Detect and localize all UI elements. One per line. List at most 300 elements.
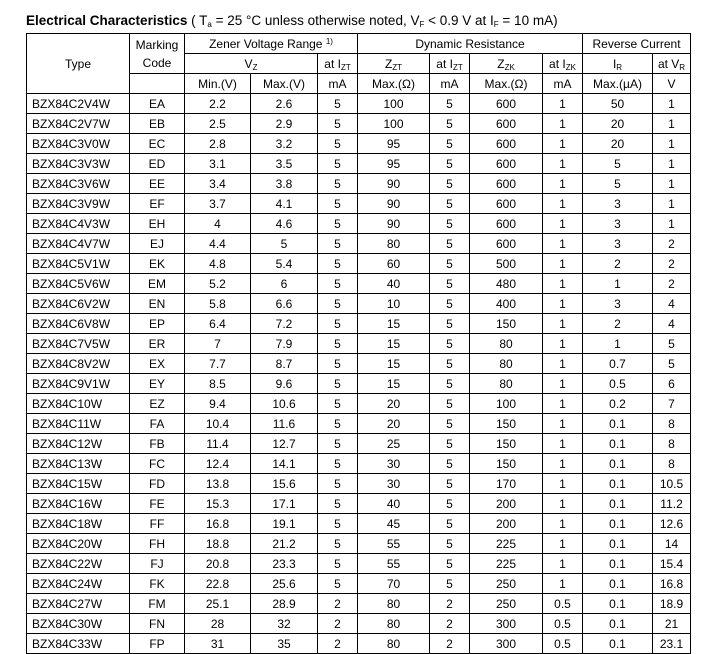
type-cell: BZX84C9V1W <box>27 374 130 394</box>
value-cell: 250 <box>470 594 543 614</box>
marking-code-cell: FE <box>130 494 185 514</box>
value-cell: 4.6 <box>251 214 318 234</box>
value-cell: 600 <box>470 94 543 114</box>
value-cell: 5.8 <box>185 294 251 314</box>
value-cell: 5 <box>318 454 358 474</box>
type-cell: BZX84C27W <box>27 594 130 614</box>
marking-code-cell: EA <box>130 94 185 114</box>
value-cell: 80 <box>358 594 430 614</box>
value-cell: 12.4 <box>185 454 251 474</box>
value-cell: 10.5 <box>653 474 691 494</box>
value-cell: 0.5 <box>543 634 583 654</box>
value-cell: 5 <box>318 154 358 174</box>
type-cell: BZX84C3V9W <box>27 194 130 214</box>
value-cell: 20 <box>358 414 430 434</box>
value-cell: 600 <box>470 154 543 174</box>
unit-cell: mA <box>543 74 583 94</box>
value-cell: 5 <box>430 374 470 394</box>
value-cell: 480 <box>470 274 543 294</box>
value-cell: 5 <box>653 334 691 354</box>
table-row <box>27 494 691 514</box>
header-at-vr: at $V_R$ <box>653 54 691 74</box>
type-cell: BZX84C5V6W <box>27 274 130 294</box>
value-cell: 250 <box>470 574 543 594</box>
value-cell: 5 <box>318 134 358 154</box>
header-at-izk: at $I_{ZK}$ <box>543 54 583 74</box>
header-at-izt-2: at $I_{ZT}$ <box>430 54 470 74</box>
value-cell: 3.5 <box>251 154 318 174</box>
marking-code-cell: FF <box>130 514 185 534</box>
table-row <box>27 574 691 594</box>
value-cell: 1 <box>543 294 583 314</box>
value-cell: 5 <box>318 254 358 274</box>
value-cell: 23.3 <box>251 554 318 574</box>
value-cell: 18.9 <box>653 594 691 614</box>
marking-code-cell: EJ <box>130 234 185 254</box>
table-row <box>27 434 691 454</box>
value-cell: 5 <box>430 294 470 314</box>
value-cell: 8.5 <box>185 374 251 394</box>
value-cell: 3.2 <box>251 134 318 154</box>
value-cell: 5 <box>430 514 470 534</box>
value-cell: 5 <box>430 214 470 234</box>
value-cell: 5 <box>430 494 470 514</box>
value-cell: 2 <box>583 314 653 334</box>
table-row <box>27 514 691 534</box>
value-cell: 170 <box>470 474 543 494</box>
value-cell: 100 <box>358 94 430 114</box>
table-row <box>27 474 691 494</box>
table-row <box>27 114 691 134</box>
value-cell: 1 <box>543 174 583 194</box>
value-cell: 15 <box>358 354 430 374</box>
marking-code-cell: FC <box>130 454 185 474</box>
value-cell: 225 <box>470 554 543 574</box>
value-cell: 2.5 <box>185 114 251 134</box>
table-body <box>27 94 691 654</box>
value-cell: 3 <box>583 214 653 234</box>
value-cell: 600 <box>470 234 543 254</box>
table-row <box>27 414 691 434</box>
value-cell: 20.8 <box>185 554 251 574</box>
value-cell: 0.5 <box>543 614 583 634</box>
value-cell: 60 <box>358 254 430 274</box>
value-cell: 7.2 <box>251 314 318 334</box>
type-cell: BZX84C3V3W <box>27 154 130 174</box>
type-cell: BZX84C13W <box>27 454 130 474</box>
value-cell: 5 <box>430 454 470 474</box>
marking-code-cell: FH <box>130 534 185 554</box>
type-cell: BZX84C2V4W <box>27 94 130 114</box>
table-row <box>27 334 691 354</box>
value-cell: 1 <box>543 134 583 154</box>
value-cell: 5 <box>430 174 470 194</box>
table-row <box>27 194 691 214</box>
header-dynamic-resistance: Dynamic Resistance <box>358 34 583 54</box>
type-cell: BZX84C7V5W <box>27 334 130 354</box>
value-cell: 1 <box>543 434 583 454</box>
value-cell: 1 <box>653 154 691 174</box>
value-cell: 600 <box>470 194 543 214</box>
value-cell: 10.6 <box>251 394 318 414</box>
value-cell: 20 <box>583 114 653 134</box>
type-cell: BZX84C33W <box>27 634 130 654</box>
marking-code-cell: FD <box>130 474 185 494</box>
table-row <box>27 294 691 314</box>
value-cell: 300 <box>470 634 543 654</box>
value-cell: 50 <box>583 94 653 114</box>
value-cell: 11.4 <box>185 434 251 454</box>
header-row-groups <box>27 34 691 54</box>
table-row <box>27 314 691 334</box>
value-cell: 2 <box>583 254 653 274</box>
value-cell: 1 <box>543 494 583 514</box>
header-zener-voltage-range: Zener Voltage Range $^{1)}$ <box>185 34 358 54</box>
value-cell: 5 <box>583 174 653 194</box>
value-cell: 0.1 <box>583 434 653 454</box>
marking-code-cell: EF <box>130 194 185 214</box>
value-cell: 600 <box>470 134 543 154</box>
value-cell: 11.2 <box>653 494 691 514</box>
value-cell: 1 <box>543 414 583 434</box>
value-cell: 0.7 <box>583 354 653 374</box>
header-marking-blank <box>130 74 185 94</box>
value-cell: 5 <box>430 134 470 154</box>
value-cell: 8.7 <box>251 354 318 374</box>
value-cell: 200 <box>470 514 543 534</box>
type-cell: BZX84C10W <box>27 394 130 414</box>
header-ir: $I_R$ <box>583 54 653 74</box>
type-cell: BZX84C30W <box>27 614 130 634</box>
value-cell: 45 <box>358 514 430 534</box>
value-cell: 5 <box>318 334 358 354</box>
value-cell: 5 <box>318 554 358 574</box>
value-cell: 5 <box>318 214 358 234</box>
marking-code-cell: EH <box>130 214 185 234</box>
value-cell: 8 <box>653 434 691 454</box>
value-cell: 0.2 <box>583 394 653 414</box>
value-cell: 5 <box>430 354 470 374</box>
value-cell: 5 <box>430 314 470 334</box>
value-cell: 4 <box>185 214 251 234</box>
table-row <box>27 234 691 254</box>
value-cell: 1 <box>543 354 583 374</box>
value-cell: 5 <box>318 194 358 214</box>
type-cell: BZX84C3V6W <box>27 174 130 194</box>
value-cell: 12.6 <box>653 514 691 534</box>
type-cell: BZX84C15W <box>27 474 130 494</box>
marking-code-cell: FN <box>130 614 185 634</box>
value-cell: 6.6 <box>251 294 318 314</box>
value-cell: 1 <box>543 154 583 174</box>
header-zzk: $Z_{ZK}$ <box>470 54 543 74</box>
marking-code-cell: FB <box>130 434 185 454</box>
value-cell: 600 <box>470 114 543 134</box>
value-cell: 90 <box>358 194 430 214</box>
value-cell: 4 <box>653 294 691 314</box>
value-cell: 23.1 <box>653 634 691 654</box>
value-cell: 25.6 <box>251 574 318 594</box>
value-cell: 0.1 <box>583 514 653 534</box>
type-cell: BZX84C11W <box>27 414 130 434</box>
header-marking-code: Marking Code <box>130 34 185 74</box>
value-cell: 30 <box>358 454 430 474</box>
value-cell: 400 <box>470 294 543 314</box>
value-cell: 90 <box>358 174 430 194</box>
value-cell: 0.1 <box>583 534 653 554</box>
type-cell: BZX84C5V1W <box>27 254 130 274</box>
header-type: Type <box>27 34 130 94</box>
value-cell: 0.5 <box>543 594 583 614</box>
value-cell: 15 <box>358 374 430 394</box>
value-cell: 0.1 <box>583 474 653 494</box>
header-at-izt: at $I_{ZT}$ <box>318 54 358 74</box>
value-cell: 150 <box>470 414 543 434</box>
type-cell: BZX84C20W <box>27 534 130 554</box>
value-cell: 225 <box>470 534 543 554</box>
marking-code-cell: FP <box>130 634 185 654</box>
value-cell: 1 <box>543 94 583 114</box>
value-cell: 15.6 <box>251 474 318 494</box>
value-cell: 5 <box>318 474 358 494</box>
header-reverse-current: Reverse Current <box>583 34 691 54</box>
value-cell: 2 <box>318 614 358 634</box>
value-cell: 17.1 <box>251 494 318 514</box>
value-cell: 5 <box>430 534 470 554</box>
table-row <box>27 354 691 374</box>
value-cell: 5 <box>318 514 358 534</box>
marking-code-cell: ED <box>130 154 185 174</box>
value-cell: 5 <box>318 294 358 314</box>
value-cell: 5 <box>430 154 470 174</box>
value-cell: 2 <box>318 594 358 614</box>
value-cell: 0.1 <box>583 454 653 474</box>
unit-cell: Max.(V) <box>251 74 318 94</box>
value-cell: 30 <box>358 474 430 494</box>
value-cell: 200 <box>470 494 543 514</box>
unit-cell: Max.(µA) <box>583 74 653 94</box>
value-cell: 11.6 <box>251 414 318 434</box>
value-cell: 1 <box>653 174 691 194</box>
value-cell: 4 <box>653 314 691 334</box>
unit-cell: Min.(V) <box>185 74 251 94</box>
value-cell: 95 <box>358 154 430 174</box>
value-cell: 80 <box>470 354 543 374</box>
type-cell: BZX84C8V2W <box>27 354 130 374</box>
marking-code-cell: EN <box>130 294 185 314</box>
value-cell: 14 <box>653 534 691 554</box>
table-row <box>27 274 691 294</box>
value-cell: 3.7 <box>185 194 251 214</box>
value-cell: 18.8 <box>185 534 251 554</box>
value-cell: 2 <box>653 254 691 274</box>
value-cell: 5 <box>318 494 358 514</box>
table-row <box>27 534 691 554</box>
value-cell: 15.4 <box>653 554 691 574</box>
value-cell: 5 <box>430 274 470 294</box>
value-cell: 2.9 <box>251 114 318 134</box>
value-cell: 0.5 <box>583 374 653 394</box>
value-cell: 4.8 <box>185 254 251 274</box>
marking-code-cell: EC <box>130 134 185 154</box>
value-cell: 15 <box>358 314 430 334</box>
marking-code-cell: FA <box>130 414 185 434</box>
value-cell: 21 <box>653 614 691 634</box>
table-row <box>27 154 691 174</box>
value-cell: 35 <box>251 634 318 654</box>
value-cell: 25.1 <box>185 594 251 614</box>
value-cell: 70 <box>358 574 430 594</box>
value-cell: 1 <box>543 314 583 334</box>
value-cell: 5 <box>318 314 358 334</box>
marking-code-cell: EE <box>130 174 185 194</box>
unit-cell: mA <box>318 74 358 94</box>
value-cell: 25 <box>358 434 430 454</box>
value-cell: 2 <box>430 634 470 654</box>
type-cell: BZX84C24W <box>27 574 130 594</box>
value-cell: 5 <box>318 374 358 394</box>
value-cell: 19.1 <box>251 514 318 534</box>
header-vz: $V_Z$ <box>185 54 318 74</box>
value-cell: 55 <box>358 554 430 574</box>
table-row <box>27 454 691 474</box>
unit-cell: mA <box>430 74 470 94</box>
type-cell: BZX84C6V2W <box>27 294 130 314</box>
value-cell: 600 <box>470 214 543 234</box>
value-cell: 7.7 <box>185 354 251 374</box>
value-cell: 6 <box>653 374 691 394</box>
value-cell: 1 <box>653 214 691 234</box>
value-cell: 150 <box>470 314 543 334</box>
value-cell: 16.8 <box>653 574 691 594</box>
value-cell: 2 <box>653 274 691 294</box>
value-cell: 1 <box>543 274 583 294</box>
unit-cell: Max.(Ω) <box>358 74 430 94</box>
type-cell: BZX84C16W <box>27 494 130 514</box>
value-cell: 1 <box>543 334 583 354</box>
value-cell: 1 <box>543 194 583 214</box>
value-cell: 600 <box>470 174 543 194</box>
table-row <box>27 214 691 234</box>
marking-code-cell: EX <box>130 354 185 374</box>
type-cell: BZX84C4V3W <box>27 214 130 234</box>
value-cell: 0.1 <box>583 494 653 514</box>
value-cell: 55 <box>358 534 430 554</box>
value-cell: 10 <box>358 294 430 314</box>
value-cell: 5 <box>318 174 358 194</box>
value-cell: 1 <box>543 454 583 474</box>
value-cell: 1 <box>543 374 583 394</box>
table-row <box>27 614 691 634</box>
value-cell: 9.6 <box>251 374 318 394</box>
table-row <box>27 594 691 614</box>
marking-code-cell: EM <box>130 274 185 294</box>
value-cell: 2.2 <box>185 94 251 114</box>
marking-code-cell: EY <box>130 374 185 394</box>
value-cell: 150 <box>470 454 543 474</box>
value-cell: 9.4 <box>185 394 251 414</box>
value-cell: 5 <box>318 414 358 434</box>
value-cell: 2 <box>653 234 691 254</box>
value-cell: 5.4 <box>251 254 318 274</box>
value-cell: 28.9 <box>251 594 318 614</box>
value-cell: 5 <box>430 234 470 254</box>
value-cell: 80 <box>470 334 543 354</box>
value-cell: 20 <box>358 394 430 414</box>
value-cell: 7 <box>653 394 691 414</box>
value-cell: 5 <box>318 234 358 254</box>
characteristics-table <box>26 33 691 654</box>
value-cell: 3.8 <box>251 174 318 194</box>
value-cell: 6 <box>251 274 318 294</box>
value-cell: 80 <box>358 614 430 634</box>
value-cell: 13.8 <box>185 474 251 494</box>
value-cell: 80 <box>358 634 430 654</box>
value-cell: 5 <box>430 474 470 494</box>
type-cell: BZX84C4V7W <box>27 234 130 254</box>
value-cell: 16.8 <box>185 514 251 534</box>
value-cell: 5 <box>430 414 470 434</box>
value-cell: 5 <box>430 394 470 414</box>
value-cell: 1 <box>543 534 583 554</box>
value-cell: 0.1 <box>583 574 653 594</box>
value-cell: 80 <box>470 374 543 394</box>
value-cell: 0.1 <box>583 554 653 574</box>
value-cell: 500 <box>470 254 543 274</box>
value-cell: 1 <box>543 114 583 134</box>
marking-code-cell: EZ <box>130 394 185 414</box>
value-cell: 0.1 <box>583 614 653 634</box>
value-cell: 5 <box>318 434 358 454</box>
type-cell: BZX84C18W <box>27 514 130 534</box>
value-cell: 1 <box>653 114 691 134</box>
marking-code-cell: FM <box>130 594 185 614</box>
value-cell: 3 <box>583 194 653 214</box>
title-bold: Electrical Characteristics <box>26 13 188 28</box>
value-cell: 0.1 <box>583 634 653 654</box>
table-row <box>27 394 691 414</box>
value-cell: 5 <box>318 274 358 294</box>
value-cell: 0.1 <box>583 594 653 614</box>
value-cell: 12.7 <box>251 434 318 454</box>
value-cell: 2.8 <box>185 134 251 154</box>
value-cell: 5 <box>430 194 470 214</box>
value-cell: 21.2 <box>251 534 318 554</box>
table-row <box>27 634 691 654</box>
value-cell: 4.1 <box>251 194 318 214</box>
value-cell: 5 <box>653 354 691 374</box>
value-cell: 14.1 <box>251 454 318 474</box>
value-cell: 2.6 <box>251 94 318 114</box>
value-cell: 150 <box>470 434 543 454</box>
value-cell: 5 <box>318 114 358 134</box>
value-cell: 1 <box>653 134 691 154</box>
value-cell: 2 <box>318 634 358 654</box>
value-cell: 2 <box>430 614 470 634</box>
value-cell: 5 <box>430 114 470 134</box>
value-cell: 1 <box>653 194 691 214</box>
marking-code-cell: EK <box>130 254 185 274</box>
value-cell: 40 <box>358 494 430 514</box>
value-cell: 1 <box>583 274 653 294</box>
value-cell: 5 <box>318 94 358 114</box>
value-cell: 300 <box>470 614 543 634</box>
value-cell: 3.4 <box>185 174 251 194</box>
table-row <box>27 554 691 574</box>
table-row <box>27 174 691 194</box>
marking-code-cell: FJ <box>130 554 185 574</box>
value-cell: 95 <box>358 134 430 154</box>
